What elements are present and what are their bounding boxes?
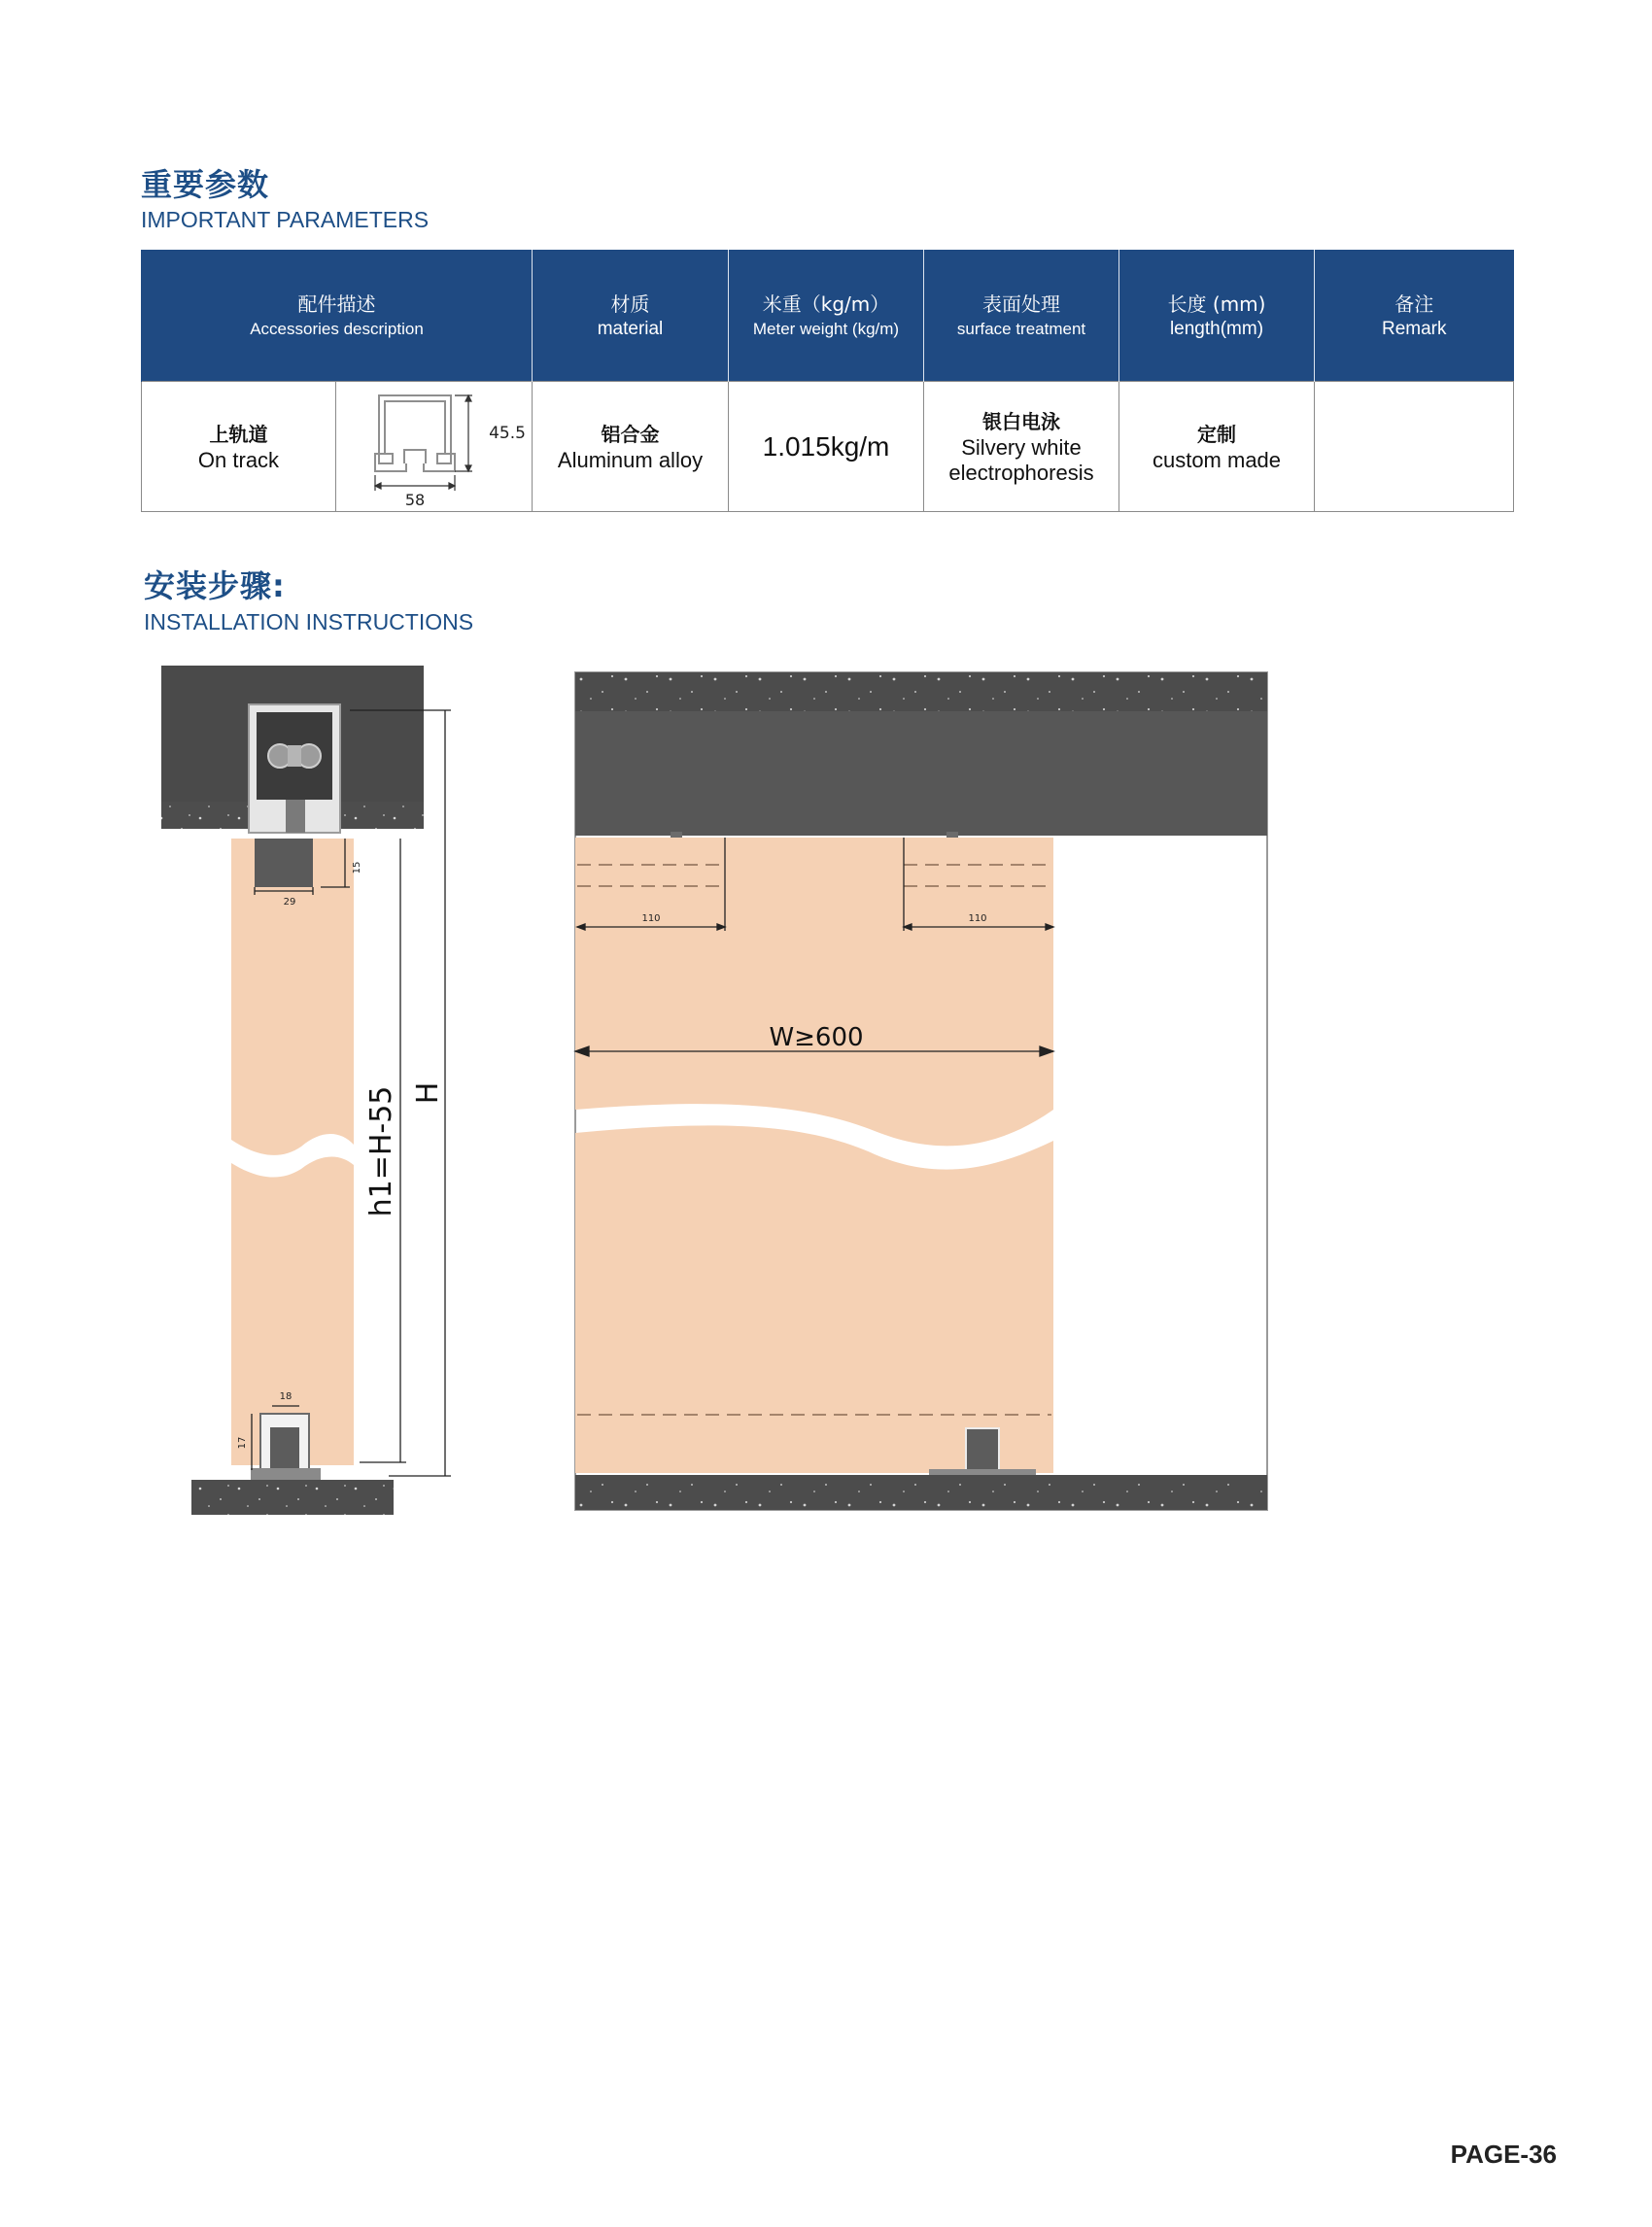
door-panel-upper [575, 838, 1053, 1146]
profile-drawing [336, 382, 532, 511]
parameters-table [141, 250, 1514, 512]
dim-left-offset: 110 [641, 913, 661, 924]
header-zh: 米重（kg/m） [762, 291, 890, 316]
table-header-row [142, 250, 1514, 382]
header-weight [729, 250, 924, 382]
cell-remark [1315, 382, 1514, 512]
dim-bottom-depth: 17 [237, 1436, 248, 1450]
label-width: W≥600 [769, 1023, 864, 1052]
header-en: surface treatment [956, 319, 1086, 338]
side-section-drawing [155, 666, 466, 1521]
surface-zh: 银白电泳 [982, 409, 1060, 433]
length-zh: 定制 [1197, 422, 1236, 446]
accessory-name-en: On track [197, 447, 280, 472]
header-en: Remark [1381, 318, 1447, 339]
cell-material [533, 382, 729, 512]
length-en: custom made [1152, 447, 1282, 472]
dim-bottom-width: 18 [279, 1391, 293, 1402]
header-remark [1315, 250, 1514, 382]
cell-length [1119, 382, 1315, 512]
profile-height-label: 45.5 [489, 424, 526, 443]
material-zh: 铝合金 [601, 422, 660, 446]
label-h1: h1=H-55 [364, 1085, 398, 1217]
accessory-name [142, 382, 336, 511]
header-en: material [597, 318, 664, 339]
material-en: Aluminum alloy [557, 447, 704, 472]
header-zh: 材质 [610, 291, 650, 316]
section-title-en: IMPORTANT PARAMETERS [141, 207, 430, 232]
surface-en-line1: Silvery white [961, 434, 1082, 460]
dim-right-offset: 110 [968, 913, 987, 924]
surface-en-line2: electrophoresis [948, 460, 1094, 485]
header-accessories [142, 250, 533, 382]
header-zh: 长度 (mm) [1167, 291, 1266, 316]
hanger-tab-right [946, 832, 958, 838]
dim-top-depth: 15 [352, 861, 362, 874]
profile-width-label: 58 [404, 491, 426, 509]
ceiling-band [575, 672, 1267, 711]
section2-title-zh: 安装步骤: [144, 567, 286, 604]
top-hanger [255, 839, 313, 887]
front-elevation-drawing [573, 670, 1273, 1516]
section2-title-en: INSTALLATION INSTRUCTIONS [144, 609, 474, 634]
floor-slab [191, 1480, 394, 1515]
header-material [533, 250, 729, 382]
door-panel-lower [575, 1125, 1053, 1473]
header-en: Accessories description [250, 319, 424, 338]
page-number: PAGE-36 [1450, 2140, 1557, 2169]
header-zh: 表面处理 [982, 291, 1060, 316]
cell-surface [924, 382, 1119, 512]
accessory-name-zh: 上轨道 [209, 422, 268, 446]
header-beam [575, 711, 1267, 836]
header-zh: 配件描述 [297, 291, 376, 316]
track-profile-icon [336, 382, 532, 511]
floor-band [575, 1475, 1267, 1510]
top-track-icon [249, 704, 340, 833]
dim-top-width: 29 [283, 897, 296, 908]
cell-accessory [142, 382, 533, 512]
section-title-zh: 重要参数 [141, 166, 270, 203]
floor-guide-front-icon [966, 1428, 999, 1471]
header-en: Meter weight (kg/m) [752, 319, 900, 338]
cell-weight [729, 382, 924, 512]
header-en: length(mm) [1169, 318, 1264, 339]
weight-value: 1.015kg/m [762, 430, 890, 462]
table-row [142, 382, 1514, 512]
hanger-tab-left [671, 832, 682, 838]
header-surface [924, 250, 1119, 382]
header-length [1119, 250, 1315, 382]
header-zh: 备注 [1394, 291, 1434, 316]
label-H: H [411, 1081, 445, 1105]
